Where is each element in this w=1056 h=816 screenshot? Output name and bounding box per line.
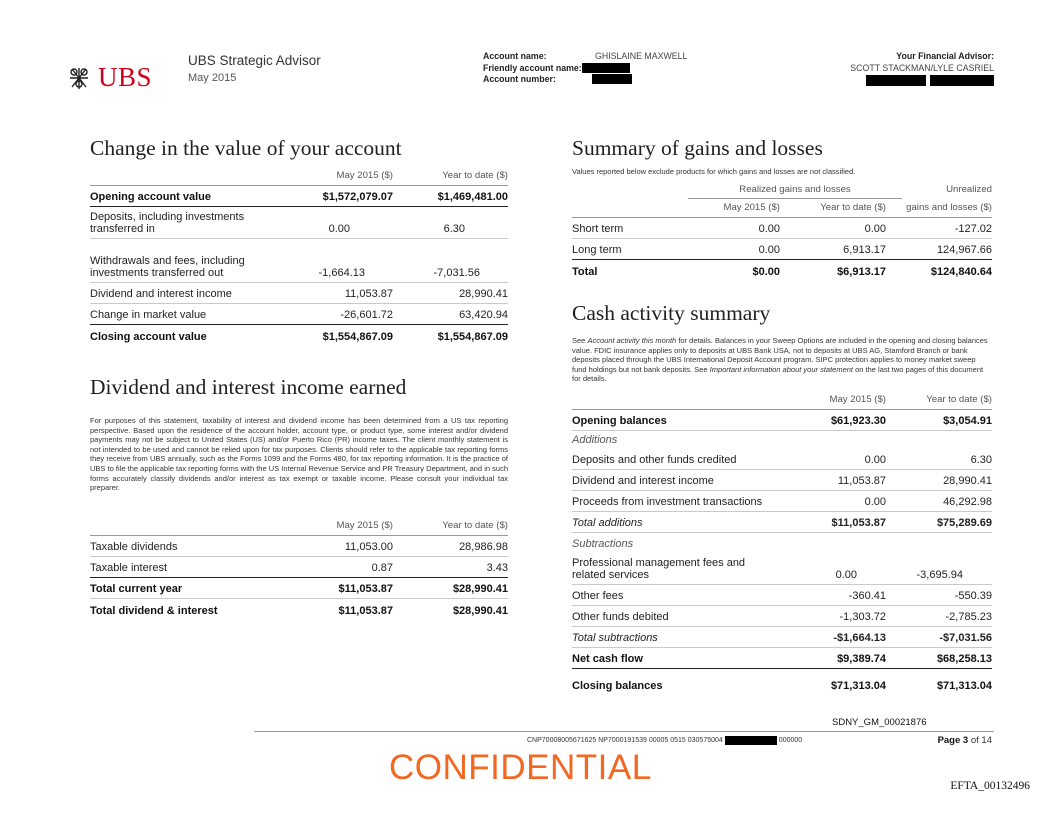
redaction-box — [582, 63, 630, 73]
row-label: Proceeds from investment transactions — [572, 496, 763, 508]
account-name-value: GHISLAINE MAXWELL — [595, 51, 688, 61]
table-row — [572, 648, 992, 669]
table-row — [90, 207, 508, 239]
table-row — [572, 491, 992, 512]
row-value-ytd: 3.43 — [486, 562, 508, 574]
row-value-month: $1,554,867.09 — [322, 331, 393, 343]
row-value-ytd: -550.39 — [954, 590, 992, 602]
table-row — [572, 585, 992, 606]
table-row — [572, 553, 992, 585]
section-label-row — [572, 533, 992, 553]
ubs-keys-icon — [66, 65, 92, 91]
row-value-ytd: 63,420.94 — [459, 309, 508, 321]
row-value-month: $71,313.04 — [830, 680, 886, 692]
advisor-info — [850, 51, 994, 87]
table-row — [572, 669, 992, 695]
row-label: Opening balances — [572, 415, 667, 427]
row-label: Dividend and interest income — [90, 288, 232, 300]
row-value-month: 0.00 — [328, 223, 350, 235]
table-row — [572, 470, 992, 491]
table-row — [90, 578, 508, 599]
cash-header — [572, 394, 992, 410]
row-label: Total subtractions — [572, 632, 658, 644]
row-value-month: 0.87 — [371, 562, 393, 574]
row-value-month: 11,053.87 — [837, 475, 886, 487]
row-label: Total dividend & interest — [90, 605, 218, 617]
footer-divider — [254, 731, 994, 732]
row-value-ytd: $28,990.41 — [452, 605, 508, 617]
row-label: Net cash flow — [572, 653, 643, 665]
row-value-month: $1,572,079.07 — [322, 191, 393, 203]
page-word: Page — [937, 735, 961, 746]
efta-stamp: EFTA_00132496 — [950, 780, 1030, 792]
row-value-month: -1,303.72 — [839, 611, 886, 623]
row-label: Closing account value — [90, 331, 207, 343]
row-value-month: 11,053.00 — [344, 541, 393, 553]
row-value-ytd: 6.30 — [970, 454, 992, 466]
row-label: Opening account value — [90, 191, 212, 203]
row-value-ytd: -2,785.23 — [945, 611, 992, 623]
row-label: Additions — [572, 434, 618, 446]
dividend-header — [90, 520, 508, 536]
dividend-title: Dividend and interest income earned — [90, 375, 407, 399]
redaction-box — [930, 75, 994, 86]
cash-paragraph — [572, 336, 992, 384]
row-value-month: $0.00 — [752, 266, 780, 278]
row-label: Long term — [572, 244, 622, 256]
row-value-ytd: $71,313.04 — [936, 680, 992, 692]
col-month: May 2015 ($) — [723, 202, 780, 213]
col-month: May 2015 ($) — [336, 520, 393, 531]
gains-note: Values reported below exclude products for which gains and losses are not classified. — [572, 167, 856, 176]
row-label: Closing balances — [572, 680, 663, 692]
col-month: May 2015 ($) — [829, 394, 886, 405]
account-name-label: Account name: — [483, 51, 547, 61]
row-value-ytd: 6.30 — [443, 223, 465, 235]
para-text: See — [572, 336, 588, 345]
row-label: Deposits, including investments transferred in — [90, 211, 245, 235]
change-table — [90, 170, 508, 346]
advisor-label: Your Financial Advisor: — [896, 51, 994, 61]
brand-block — [188, 53, 321, 84]
row-label: Short term — [572, 223, 624, 235]
row-label: Change in market value — [90, 309, 207, 321]
cash-title: Cash activity summary — [572, 301, 771, 325]
row-value-month: $11,053.87 — [338, 583, 393, 595]
statement-period: May 2015 — [188, 72, 237, 84]
row-label: Deposits and other funds credited — [572, 454, 737, 466]
row-value-ytd: $28,990.41 — [452, 583, 508, 595]
gains-header — [572, 202, 992, 218]
table-row — [90, 283, 508, 304]
table-row — [572, 606, 992, 627]
row-value-month: -360.41 — [848, 590, 886, 602]
row-value-month: -$1,664.13 — [833, 632, 886, 644]
gains-title: Summary of gains and losses — [572, 136, 823, 160]
table-row — [572, 449, 992, 470]
table-row — [90, 599, 508, 620]
row-value-month: 0.00 — [758, 223, 780, 235]
table-row — [572, 218, 992, 239]
bates-stamp: SDNY_GM_00021876 — [832, 717, 927, 728]
col-ytd: Year to date ($) — [442, 520, 508, 531]
row-value-ytd: 28,990.41 — [459, 288, 508, 300]
row-value-month: $61,923.30 — [830, 415, 886, 427]
para-italic: Account activity this month — [587, 336, 677, 345]
table-row — [90, 304, 508, 325]
col-ytd: Year to date ($) — [820, 202, 886, 213]
gains-table — [572, 184, 992, 281]
table-row — [572, 260, 992, 281]
footer-code-left: CNP70008005671625 NP7000191539 00005 0515 030575004 — [527, 737, 723, 744]
row-value-month: 0.00 — [758, 244, 780, 256]
table-row — [90, 536, 508, 557]
table-row — [90, 186, 508, 207]
table-row — [572, 410, 992, 431]
table-row — [572, 512, 992, 533]
account-number-label: Account number: — [483, 74, 556, 84]
table-row — [572, 239, 992, 260]
row-label: Other funds debited — [572, 611, 669, 623]
account-name-row — [483, 51, 687, 63]
row-value-month: -26,601.72 — [340, 309, 393, 321]
dividend-table — [90, 520, 508, 620]
friendly-name-label: Friendly account name: — [483, 62, 582, 73]
row-value-ytd: $1,554,867.09 — [437, 331, 508, 343]
row-value-month: $11,053.87 — [338, 605, 393, 617]
row-label: Taxable interest — [90, 562, 168, 574]
row-value-month: 0.00 — [864, 496, 886, 508]
col-ytd: Year to date ($) — [442, 170, 508, 181]
unrealized-header: Unrealized — [946, 184, 992, 195]
change-header — [90, 170, 508, 186]
para-text: on the last two pages of this document for details. — [572, 364, 984, 384]
row-value-ytd: 6,913.17 — [843, 244, 886, 256]
change-title: Change in the value of your account — [90, 136, 402, 160]
col-ytd: Year to date ($) — [926, 394, 992, 405]
row-value-ytd: $68,258.13 — [936, 653, 992, 665]
table-row — [572, 627, 992, 648]
table-row — [90, 325, 508, 346]
account-info — [483, 51, 687, 86]
redaction-box — [866, 75, 926, 86]
confidential-watermark: CONFIDENTIAL — [389, 748, 652, 787]
product-name: UBS Strategic Advisor — [188, 53, 321, 68]
row-value-ytd: -3,695.94 — [916, 569, 963, 581]
gains-group-header — [572, 184, 992, 202]
footer-code — [527, 736, 802, 745]
row-value-unrealized: 124,967.66 — [936, 244, 992, 256]
dividend-paragraph: For purposes of this statement, taxability of interest and dividend income has been determined from a US tax reporting perspective. Based upon the residence of the account holder, account type, or product type, some interest and/or dividend payments may not be subject to United States (US) and/or Puerto Rico (PR) income taxes. The client monthly statement is not intended to be used and cannot be relied upon for tax purposes. Clients should refer to the applicable tax reporting forms they receive from UBS annually, such as the Forms 1099 and the Forms 480, for tax reporting information. It is the practice of UBS to file the applicable tax reporting forms with the US Internal Revenue Service and PR Treasury Department, and in such forms accurately classify dividends and/or interest as tax exempt or taxable income. Please consult your individual tax preparer. — [90, 416, 508, 493]
row-value-unrealized: $124,840.64 — [930, 266, 992, 278]
row-value-ytd: $75,289.69 — [936, 517, 992, 529]
redaction-box — [592, 74, 632, 84]
row-label: Other fees — [572, 590, 624, 602]
row-value-ytd: 28,986.98 — [459, 541, 508, 553]
section-label-row — [572, 431, 992, 449]
friendly-name-row — [483, 63, 687, 75]
advisor-name: SCOTT STACKMAN/LYLE CASRIEL — [850, 62, 994, 73]
redaction-box — [725, 736, 777, 745]
row-value-ytd: $1,469,481.00 — [437, 191, 508, 203]
row-value-ytd: 0.00 — [864, 223, 886, 235]
row-value-ytd: $3,054.91 — [943, 415, 992, 427]
row-value-ytd: -7,031.56 — [433, 267, 480, 279]
row-value-ytd: 28,990.41 — [943, 475, 992, 487]
row-value-month: 0.00 — [835, 569, 857, 581]
table-row — [90, 557, 508, 578]
page-number — [938, 735, 992, 746]
row-value-month: -1,664.13 — [318, 267, 365, 279]
cash-table — [572, 394, 992, 695]
account-number-row — [483, 74, 687, 86]
row-value-month: 11,053.87 — [344, 288, 393, 300]
advisor-redactions — [850, 75, 994, 87]
row-value-month: $11,053.87 — [831, 517, 886, 529]
footer-code-right: 000000 — [778, 737, 803, 744]
row-label: Subtractions — [572, 538, 634, 550]
realized-header: Realized gains and losses — [688, 184, 902, 199]
table-row — [90, 239, 508, 283]
col-month: May 2015 ($) — [336, 170, 393, 181]
row-label: Withdrawals and fees, including investments transferred out — [90, 255, 245, 279]
row-label: Taxable dividends — [90, 541, 178, 553]
row-label: Total — [572, 266, 598, 278]
row-value-month: 0.00 — [864, 454, 886, 466]
row-label: Dividend and interest income — [572, 475, 714, 487]
logo-text: UBS — [98, 62, 153, 92]
page-current: 3 — [962, 735, 969, 746]
row-label: Professional management fees and related services — [572, 557, 746, 581]
row-value-ytd: -$7,031.56 — [939, 632, 992, 644]
ubs-logo — [66, 62, 152, 93]
para-text: for details. Balances in your Sweep Options are included in the opening and closing balances value. FDIC insurance applies only to deposits at UBS Bank USA, not to deposits at UBS AG, Stamford Branch or bank deposits placed through the UBS International Deposit Account program. SIPC protection applies to money market sweep fund holdings but not bank deposits. See — [572, 336, 988, 374]
row-value-ytd: 46,292.98 — [943, 496, 992, 508]
col-unrealized: gains and losses ($) — [906, 202, 992, 213]
page-total: of 14 — [970, 735, 992, 746]
row-value-month: $9,389.74 — [837, 653, 886, 665]
row-label: Total additions — [572, 517, 643, 529]
para-italic: Important information about your statement — [709, 364, 854, 374]
row-label: Total current year — [90, 583, 183, 595]
row-value-unrealized: -127.02 — [954, 223, 992, 235]
row-value-ytd: $6,913.17 — [837, 266, 886, 278]
